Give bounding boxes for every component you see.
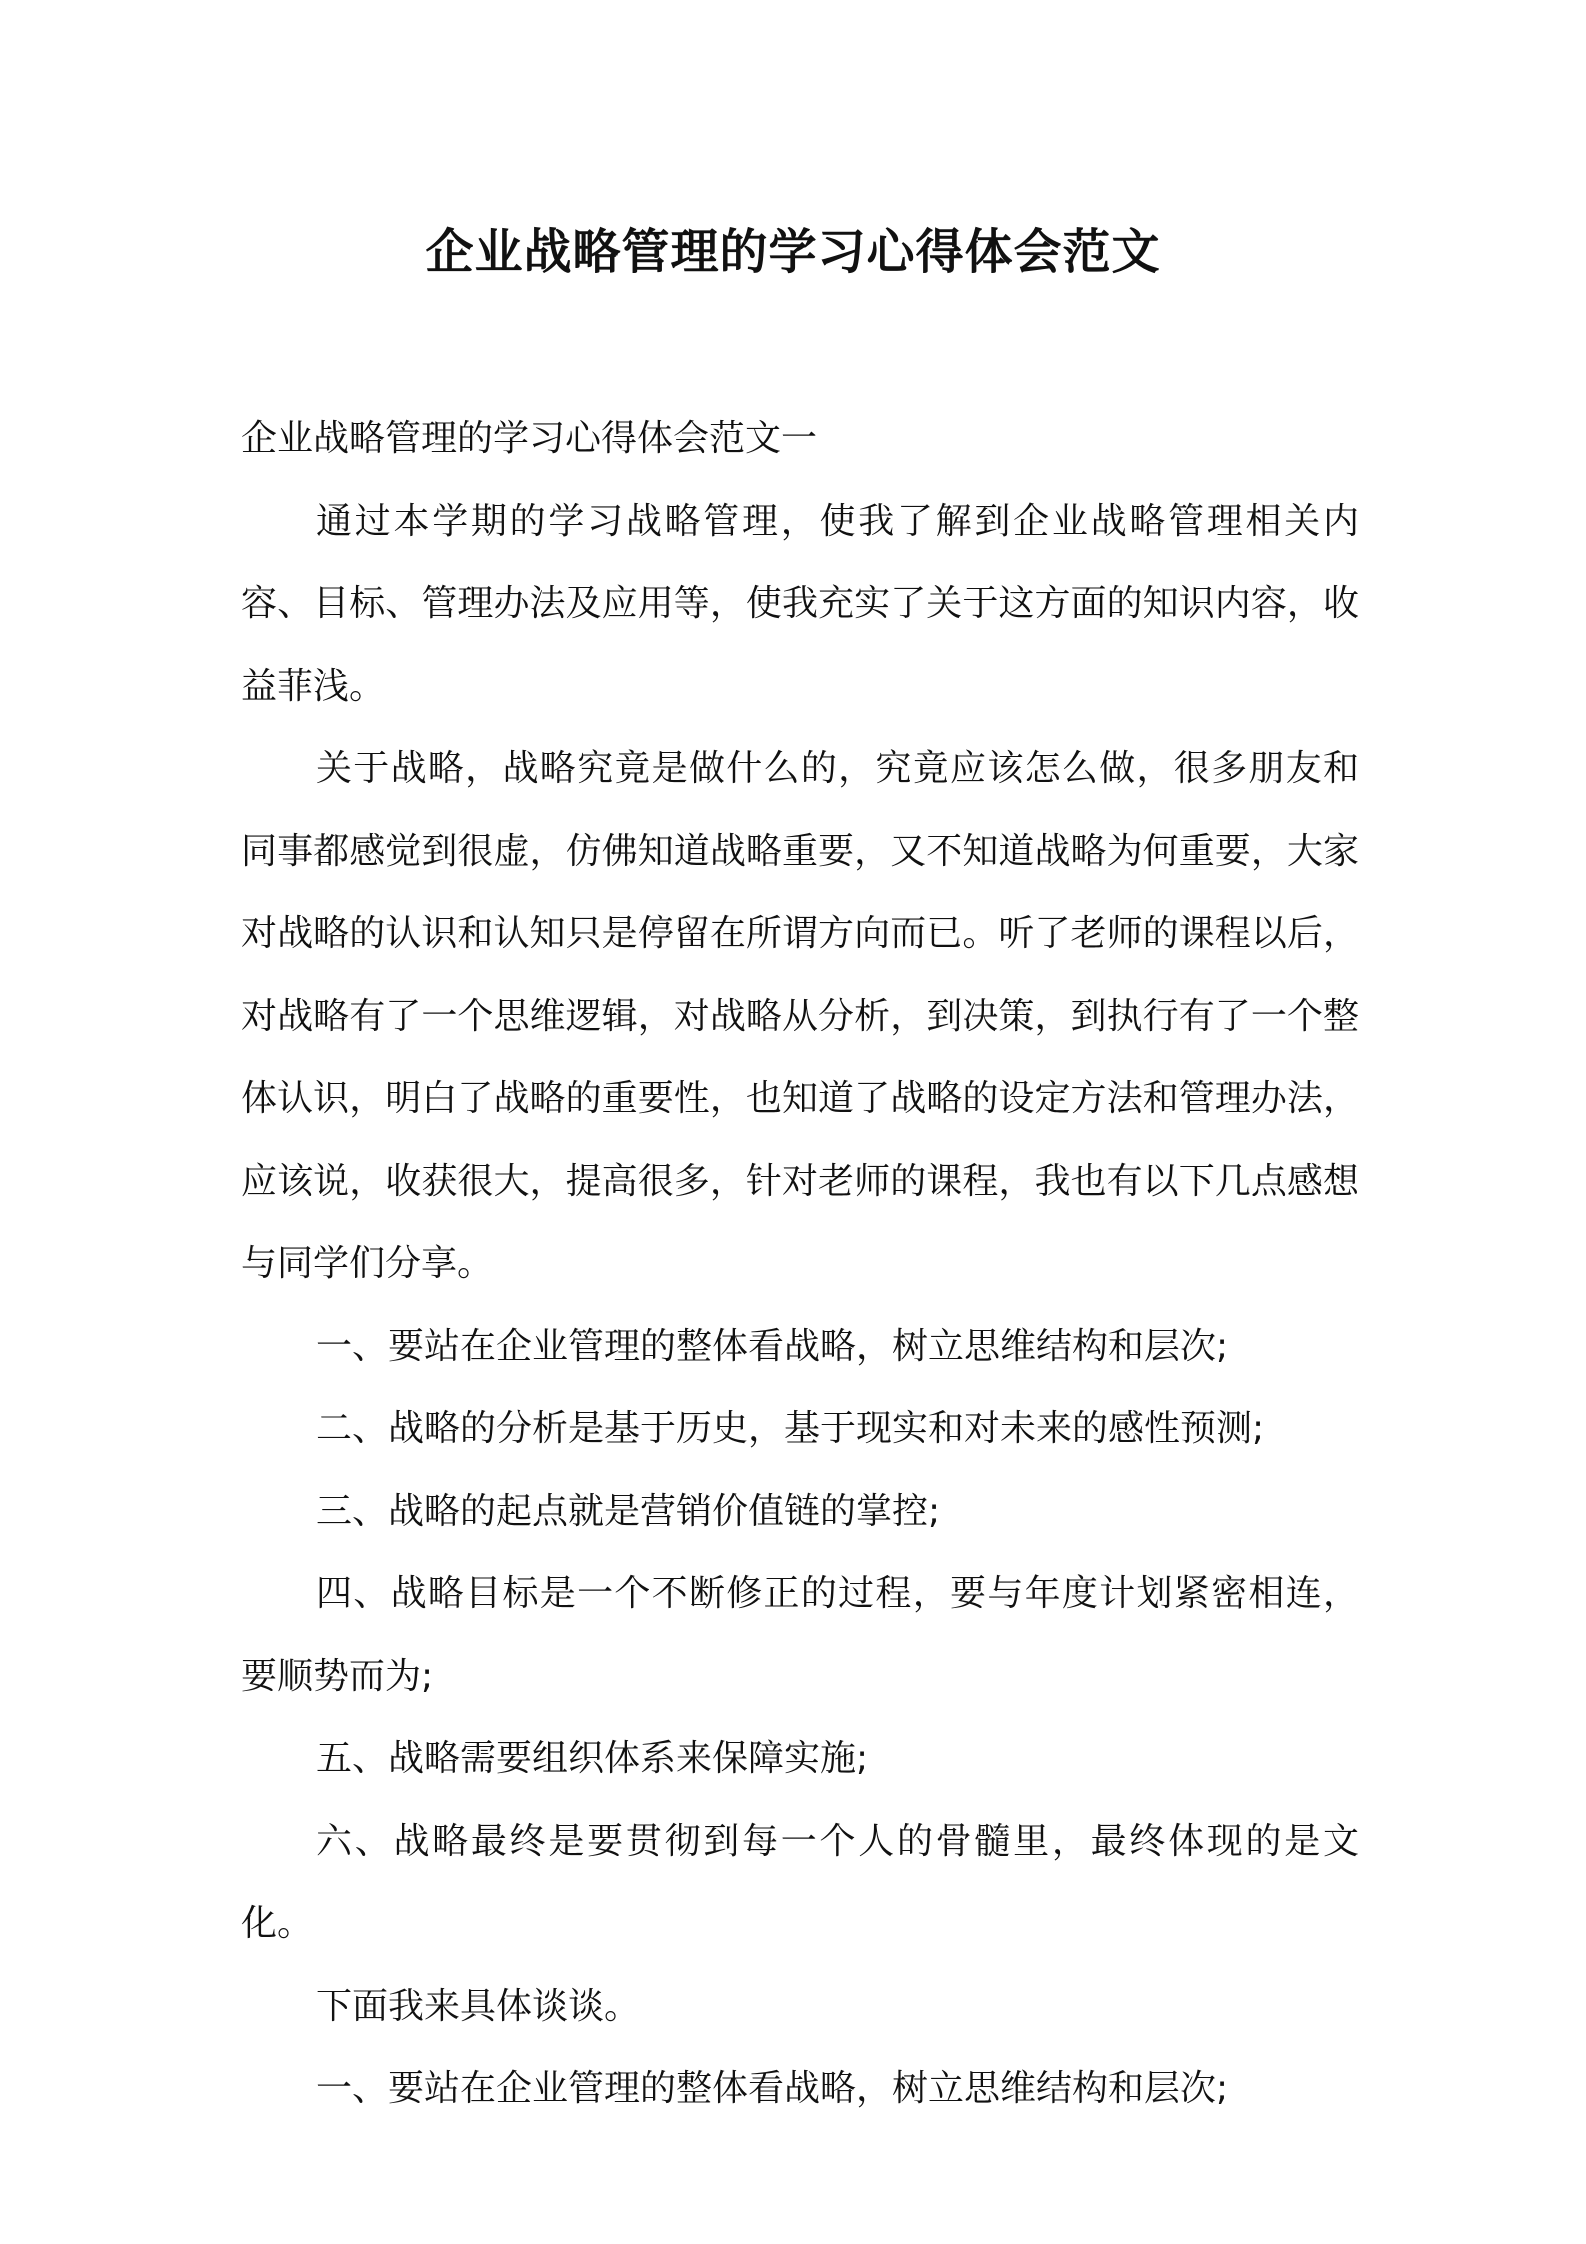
section-subtitle: 企业战略管理的学习心得体会范文一 [241, 418, 818, 459]
point-item-4: 四、战略目标是一个不断修正的过程，要与年度计划紧密相连，要顺势而为; [241, 1573, 1359, 1697]
point-item-1-detail-heading: 一、要站在企业管理的整体看战略，树立思维结构和层次; [316, 2068, 1229, 2109]
paragraph-intro: 通过本学期的学习战略管理，使我了解到企业战略管理相关内容、目标、管理办法及应用等，使我充实了关于这方面的知识内容，收益菲浅。 [241, 500, 1359, 707]
document-body [241, 398, 1359, 2131]
point-item-2: 二、战略的分析是基于历史，基于现实和对未来的感性预测; [316, 1408, 1265, 1449]
point-item-5: 五、战略需要组织体系来保障实施; [316, 1738, 869, 1779]
point-item-3: 三、战略的起点就是营销价值链的掌控; [316, 1490, 941, 1532]
point-item-1: 一、要站在企业管理的整体看战略，树立思维结构和层次; [316, 1325, 1229, 1367]
paragraph-about-strategy: 关于战略，战略究竟是做什么的，究竟应该怎么做，很多朋友和同事都感觉到很虚，仿佛知道战略重要，又不知道战略为何重要，大家对战略的认识和认知只是停留在所谓方向而已。听了老师的课程以后，对战略有了一个思维逻辑，对战略从分析，到决策，到执行有了一个整体认识，明白了战略的重要性，也知道了战略的设定方法和管理办法，应该说，收获很大，提高很多，针对老师的课程，我也有以下几点感想与同学们分享。 [241, 748, 1359, 1284]
document-title: 企业战略管理的学习心得体会范文 [425, 224, 1161, 280]
paragraph-transition: 下面我来具体谈谈。 [316, 1985, 641, 2027]
point-item-6: 六、战略最终是要贯彻到每一个人的骨髓里，最终体现的是文化。 [241, 1820, 1359, 1944]
